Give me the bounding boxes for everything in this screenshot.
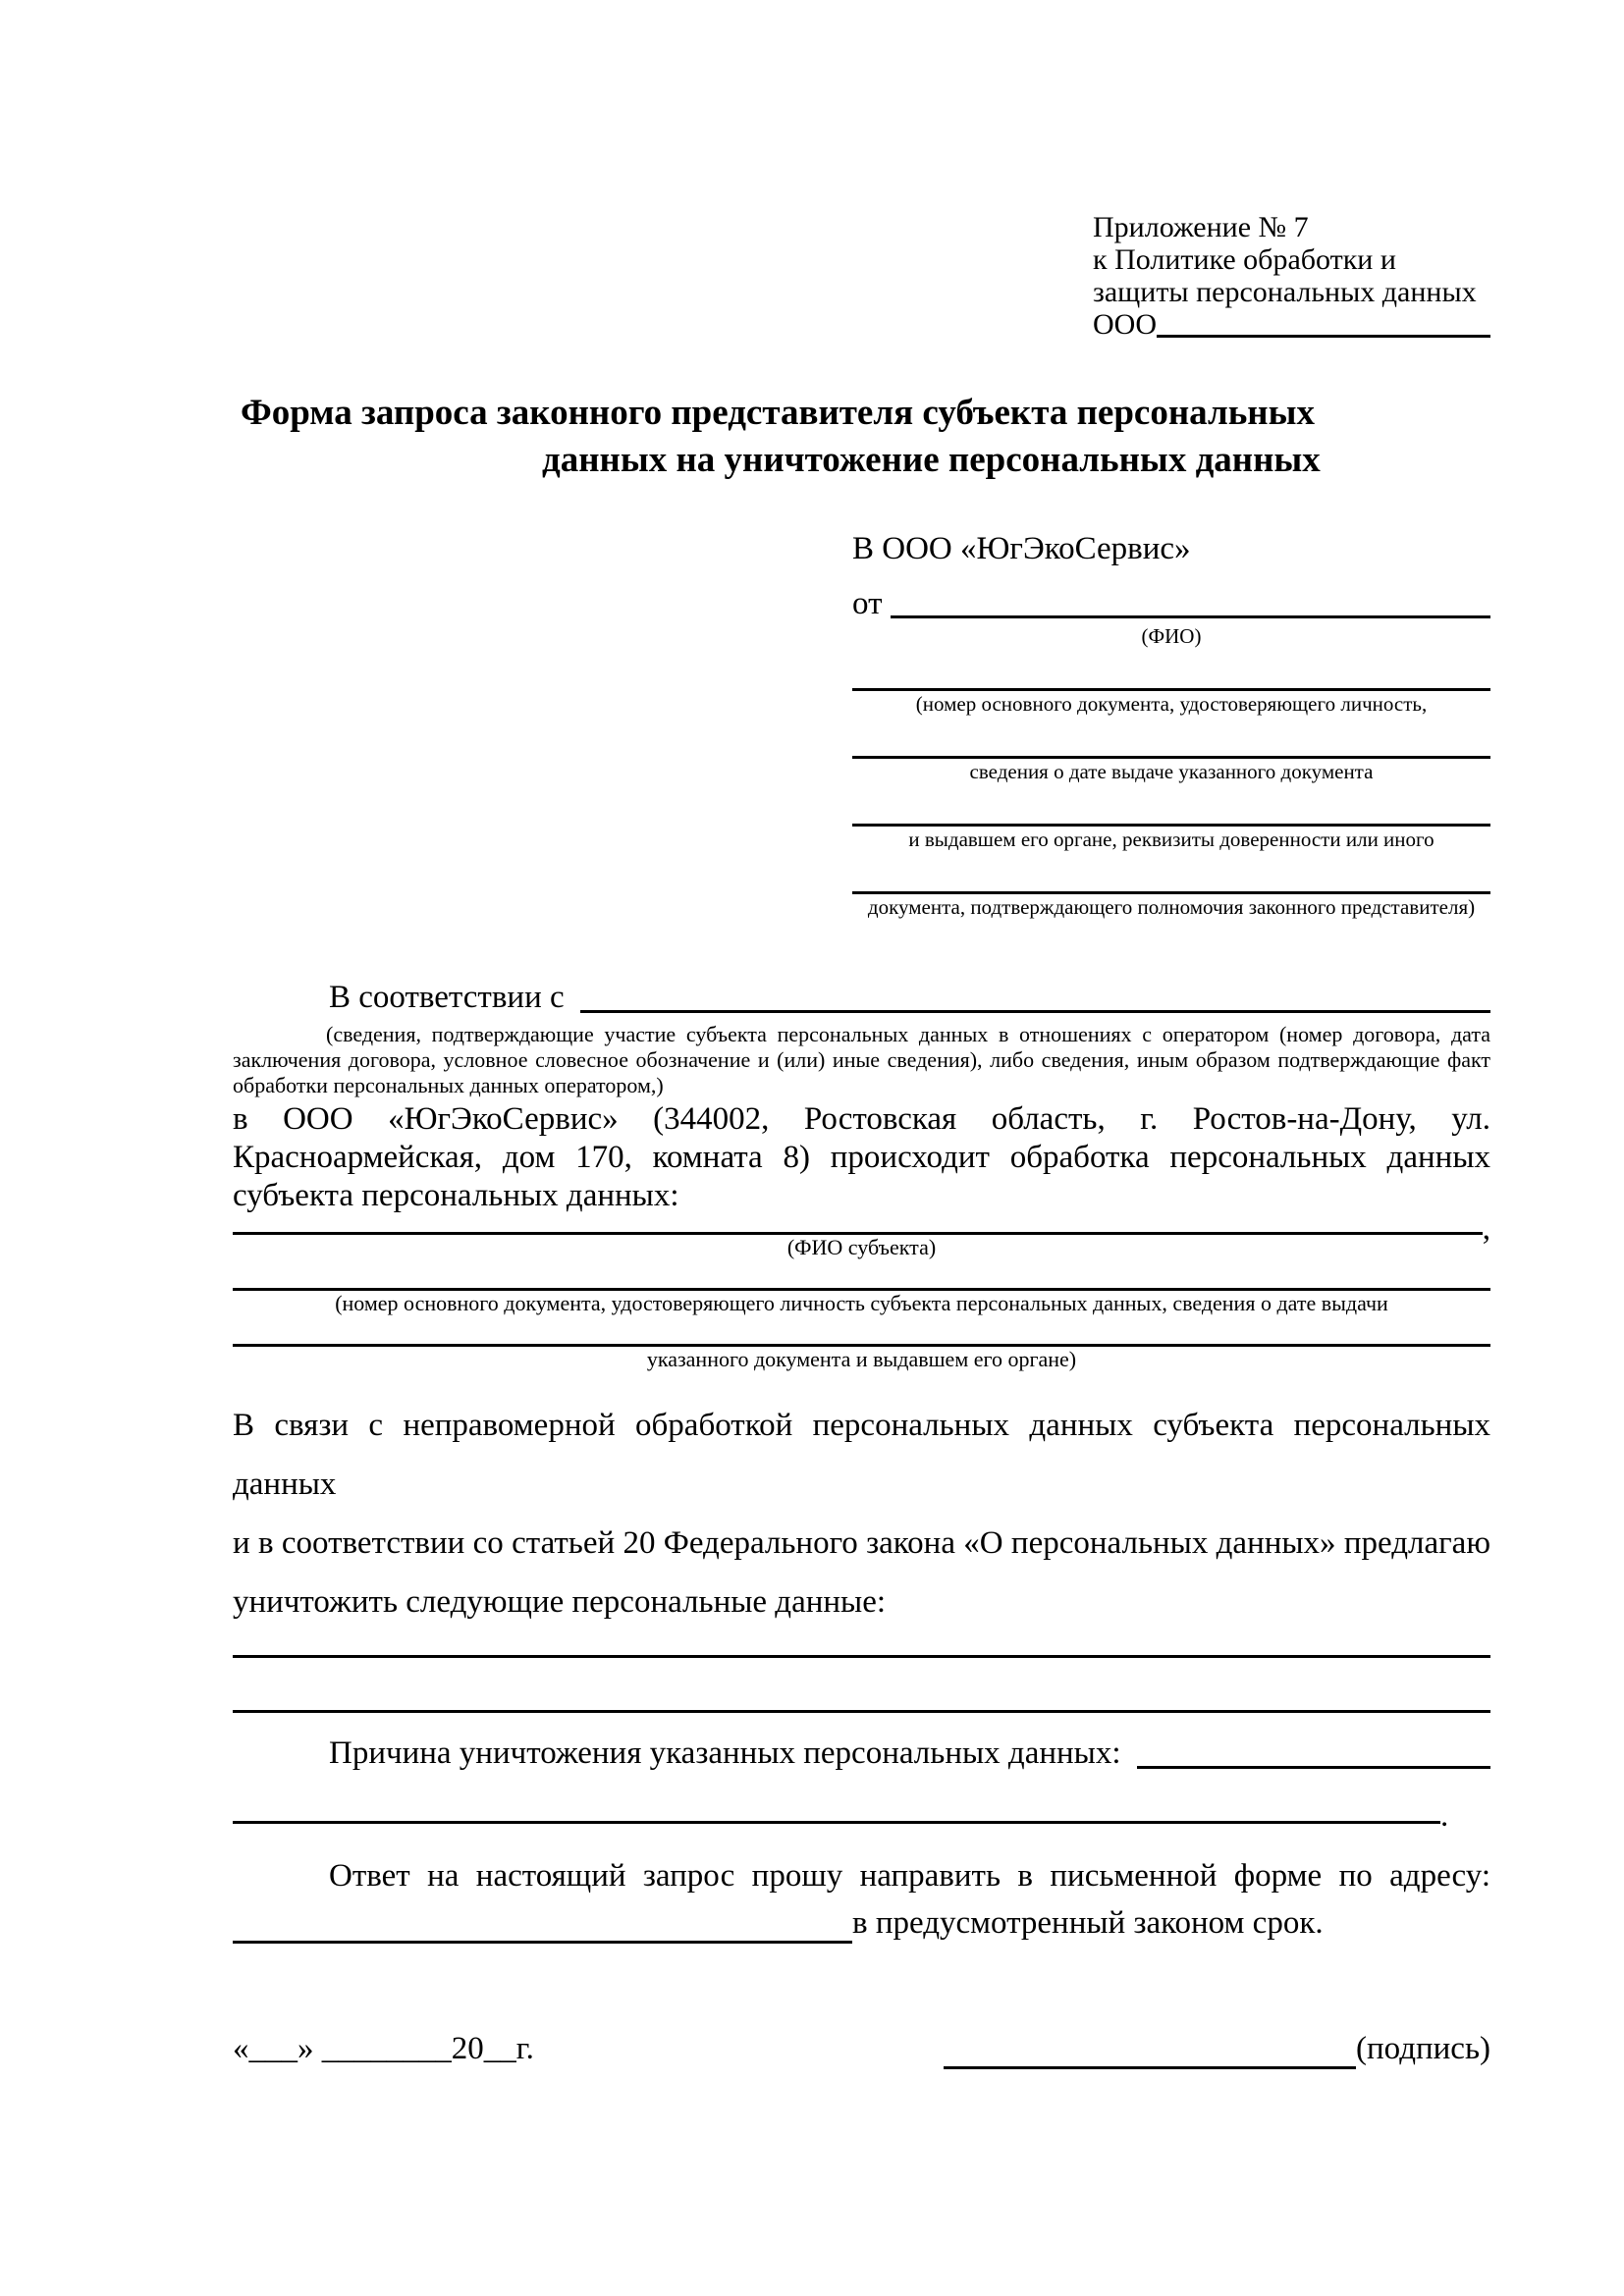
note-line-3: обработки персональных данных оператором,) bbox=[233, 1073, 664, 1097]
company-prefix: ООО bbox=[1093, 308, 1157, 341]
destruction-reason-blank[interactable] bbox=[1137, 1733, 1490, 1769]
reason-row bbox=[233, 1733, 1490, 1774]
personal-data-to-destroy-line-1[interactable] bbox=[233, 1631, 1490, 1658]
issuing-authority-caption: и выдавшем его органе, реквизиты доверенности или иного bbox=[908, 828, 1435, 851]
id-issue-date-line[interactable] bbox=[852, 734, 1490, 759]
reason-period: . bbox=[1440, 1798, 1449, 1834]
signature-caption: (подпись) bbox=[1356, 2031, 1490, 2066]
annex-line-2: к Политике обработки и bbox=[1093, 243, 1396, 276]
reply-request-line: Ответ на настоящий запрос прошу направить в письменной форме по адресу: bbox=[329, 1858, 1490, 1894]
operator-line-1: в ООО «ЮгЭкоСервис» (344002, Ростовская область, г. Ростов-на-Дону, ул. bbox=[233, 1101, 1490, 1137]
company-name-blank[interactable] bbox=[1157, 308, 1490, 338]
operator-paragraph bbox=[233, 1100, 1490, 1215]
reason-continuation-row bbox=[233, 1788, 1490, 1834]
operator-line-2: Красноармейская, дом 170, комната 8) происходит обработка персональных данных bbox=[233, 1140, 1490, 1175]
note-line-2: заключения договора, условное словесное обозначение и (или) иные сведения), либо сведения, иным образом подтверждающие факт bbox=[233, 1047, 1490, 1072]
demand-line-2: и в соответствии со статьей 20 Федерального закона «О персональных данных» предлагаю bbox=[233, 1525, 1490, 1561]
accordance-row bbox=[233, 977, 1490, 1018]
note-line-1: (сведения, подтверждающие участие субъекта персональных данных в отношениях с оператором (номер договора, дата bbox=[326, 1022, 1490, 1046]
reply-address-row bbox=[233, 1902, 1490, 1944]
fio-caption: (ФИО) bbox=[1141, 624, 1202, 648]
issuing-authority-line[interactable] bbox=[852, 802, 1490, 827]
accordance-prefix: В соответствии с bbox=[329, 980, 572, 1015]
form-title-line-2: данных на уничтожение персональных данных bbox=[542, 440, 1321, 480]
demand-line-1: В связи с неправомерной обработкой персональных данных субъекта персональных данных bbox=[233, 1408, 1490, 1502]
id-document-caption: (номер основного документа, удостоверяющего личность, bbox=[915, 692, 1428, 716]
subject-fio-caption: (ФИО субъекта) bbox=[786, 1235, 937, 1259]
issue-date-caption: сведения о дате выдаче указанного документа bbox=[969, 760, 1374, 783]
subject-id-document-caption: (номер основного документа, удостоверяющего личность субъекта персональных данных, сведения о дате выдачи bbox=[335, 1291, 1388, 1315]
footer-row bbox=[233, 2028, 1490, 2069]
personal-data-to-destroy-line-2[interactable] bbox=[233, 1658, 1490, 1713]
relationship-details-blank[interactable] bbox=[580, 977, 1490, 1013]
form-title bbox=[233, 390, 1490, 484]
accordance-note bbox=[233, 1022, 1490, 1098]
reply-suffix: в предусмотренный законом срок. bbox=[852, 1905, 1324, 1941]
reason-label: Причина уничтожения указанных персональных данных: bbox=[329, 1735, 1129, 1771]
annex-line-1: Приложение № 7 bbox=[1093, 211, 1309, 243]
signature-line[interactable] bbox=[944, 2031, 1356, 2069]
subject-id-issuer-caption: указанного документа и выдавшем его органе) bbox=[646, 1347, 1077, 1371]
representative-name-blank[interactable] bbox=[891, 584, 1491, 618]
representative-id-document-line[interactable] bbox=[852, 667, 1490, 691]
from-label: от bbox=[852, 586, 883, 621]
subject-fio-comma: , bbox=[1482, 1211, 1490, 1247]
demand-paragraph bbox=[233, 1396, 1490, 1631]
recipient-line: В ООО «ЮгЭкоСервис» bbox=[852, 531, 1191, 566]
reply-address-blank[interactable] bbox=[233, 1905, 852, 1944]
destruction-reason-line-2[interactable] bbox=[233, 1788, 1440, 1824]
date-field[interactable]: «___» ________20__г. bbox=[233, 2031, 534, 2066]
authority-confirmation-line[interactable] bbox=[852, 870, 1490, 894]
demand-line-3: уничтожить следующие персональные данные: bbox=[233, 1584, 887, 1620]
annex-block bbox=[1093, 211, 1490, 341]
form-title-line-1: Форма запроса законного представителя субъекта персональных bbox=[241, 393, 1316, 433]
recipient-block bbox=[852, 529, 1490, 920]
footer-spacer bbox=[534, 2028, 944, 2069]
authority-confirmation-caption: документа, подтверждающего полномочия законного представителя) bbox=[867, 895, 1476, 919]
annex-line-3: защиты персональных данных bbox=[1093, 276, 1477, 308]
operator-line-3: субъекта персональных данных: bbox=[233, 1178, 679, 1213]
